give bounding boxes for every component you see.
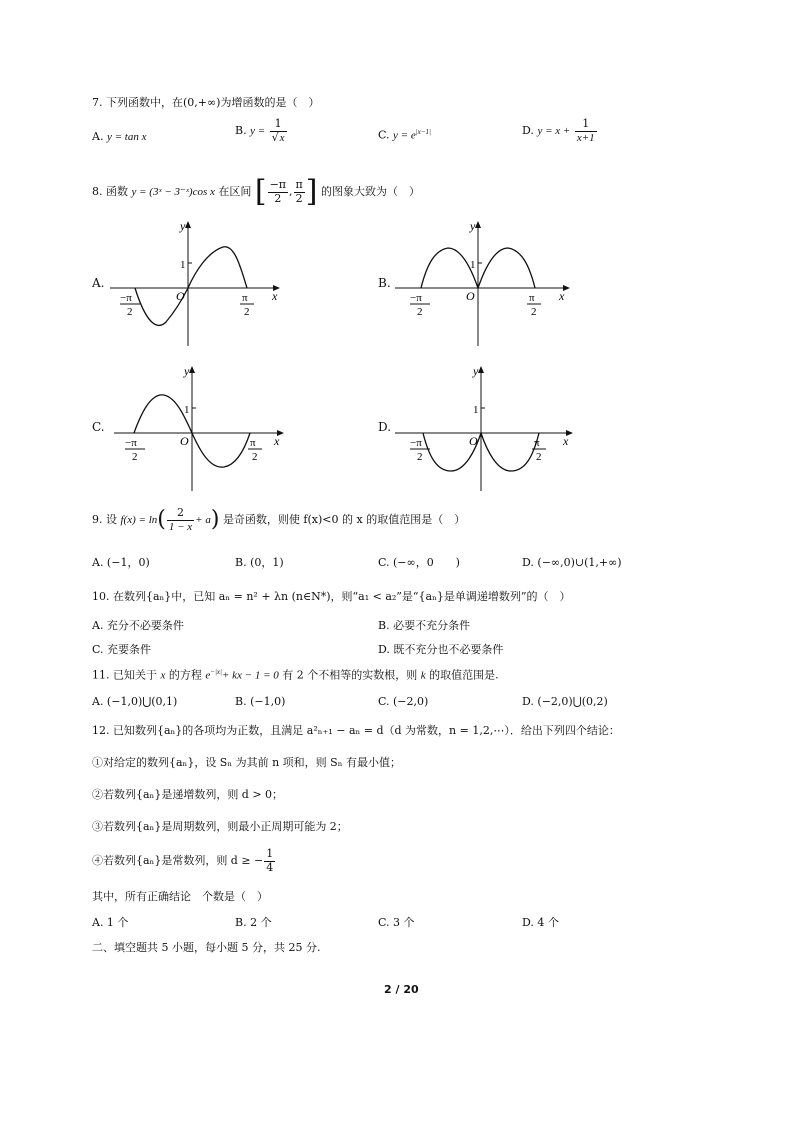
q11-option-b: B. (−1,0) bbox=[235, 695, 286, 708]
graph-a-y-label: y bbox=[180, 219, 186, 233]
graph-c bbox=[112, 359, 287, 494]
graph-a-label: A. bbox=[92, 276, 105, 290]
q10-option-d: D. 既不充分也不必要条件 bbox=[378, 643, 504, 656]
q7-option-b: B. y = $\frac{1}{√x}$ bbox=[235, 117, 285, 144]
graph-c-origin: O bbox=[180, 434, 189, 448]
q9-option-c: C. (−∞，0 ) bbox=[378, 556, 460, 569]
graph-a-x-label: x bbox=[272, 289, 278, 303]
q12-statement-1: ①对给定的数列{aₙ}，设 Sₙ 为其前 n 项和，则 Sₙ 有最小值； bbox=[92, 756, 401, 769]
graph-a-two: 2 bbox=[244, 306, 250, 318]
q12-option-b: B. 2 个 bbox=[235, 916, 272, 929]
graph-c-two: 2 bbox=[252, 451, 258, 463]
q7-stem: 7. 下列函数中，在(0,+∞)为增函数的是（ ） bbox=[92, 96, 320, 109]
sqrt-symbol: √ bbox=[271, 130, 279, 144]
graph-b-neg-two: 2 bbox=[417, 306, 423, 318]
q7-option-d: D. y = x + $\frac{1}{x+1}$ bbox=[522, 117, 595, 144]
graph-c-y-label: y bbox=[184, 364, 190, 378]
graph-d-x-label: x bbox=[563, 434, 569, 448]
graph-a-origin: O bbox=[176, 289, 185, 303]
section-heading: 二、填空题共 5 小题，每小题 5 分，共 25 分. bbox=[92, 941, 321, 954]
graph-a-neg-two: 2 bbox=[127, 306, 133, 318]
graph-a-one: 1 bbox=[180, 259, 186, 271]
q12-tail: 其中，所有正确结论 个数是（ ） bbox=[92, 890, 268, 903]
q10-stem: 10. 在数列{aₙ}中，已知 aₙ = n² + λn (n∈N*)，则“a₁ < a₂”是“{aₙ}是单调递增数列”的（ ） bbox=[92, 590, 571, 603]
q7-d-fraction: $\frac{1}{x+1}$ bbox=[576, 117, 595, 144]
q9-option-b: B. (0，1) bbox=[235, 556, 284, 569]
graph-a-pi: π bbox=[242, 292, 248, 304]
q7-a-expr: y = tan x bbox=[106, 131, 147, 143]
q9-option-d: D. (−∞,0)∪(1,+∞) bbox=[522, 556, 622, 569]
graph-b-two: 2 bbox=[531, 306, 537, 318]
graph-d-label: D. bbox=[378, 420, 392, 434]
graph-d-pi: π bbox=[534, 437, 540, 449]
graph-b-one: 1 bbox=[470, 259, 476, 271]
graph-b-y-label: y bbox=[470, 219, 476, 233]
graph-c-one: 1 bbox=[184, 404, 190, 416]
q9-option-a: A. (−1，0) bbox=[92, 556, 150, 569]
q12-option-d: D. 4 个 bbox=[522, 916, 559, 929]
graph-b-label: B. bbox=[378, 276, 391, 290]
q7-option-c: C. $y = e^{|x-1|}$ bbox=[378, 128, 431, 142]
graph-d-y-label: y bbox=[473, 364, 479, 378]
q8-stem: 8. 函数 y = (3ˣ − 3⁻ˣ)cos x 在区间 [ $\frac{-\pi}{2}$ , $\frac{\pi}{2}$ ] 的图象大致为（ ） bbox=[92, 174, 420, 209]
q10-option-a: A. 充分不必要条件 bbox=[92, 619, 184, 632]
q10-option-c: C. 充要条件 bbox=[92, 643, 152, 656]
graph-a-neg-pi: −π bbox=[120, 292, 132, 304]
q12-stem: 12. 已知数列{aₙ}的各项均为正数，且满足 a²ₙ₊₁ − aₙ = d（d 为常数，n = 1,2,⋯）．给出下列四个结论： bbox=[92, 724, 620, 737]
graph-a bbox=[108, 214, 283, 349]
q9-stem: 9. 设 f(x) = ln( $\frac{2}{1 - x}$ + a) 是奇函数，则使 f(x)<0 的 x 的取值范围是（ ） bbox=[92, 506, 466, 533]
graph-b-x-label: x bbox=[559, 289, 565, 303]
q8-function: y = (3ˣ − 3⁻ˣ)cos x bbox=[131, 186, 215, 198]
q11-option-c: C. (−2,0) bbox=[378, 695, 429, 708]
q11-stem: 11. 已知关于 x 的方程 $e^{-|x|}+$ kx − 1 = 0 有 2 个不相等的实数根，则 k 的取值范围是. bbox=[92, 668, 499, 682]
graph-b-pi: π bbox=[529, 292, 535, 304]
q12-statement-2: ②若数列{aₙ}是递增数列，则 d > 0； bbox=[92, 788, 284, 801]
q12-option-c: C. 3 个 bbox=[378, 916, 415, 929]
graph-c-label: C. bbox=[92, 420, 105, 434]
graph-c-pi: π bbox=[250, 437, 256, 449]
q12-statement-4: ④若数列{aₙ}是常数列，则 d ≥ − $\frac{1}{4}$ bbox=[92, 847, 274, 874]
graph-c-x-label: x bbox=[274, 434, 280, 448]
graph-b-neg-pi: −π bbox=[410, 292, 422, 304]
graph-c-neg-two: 2 bbox=[132, 451, 138, 463]
q10-option-b: B. 必要不充分条件 bbox=[378, 619, 471, 632]
page-number: 2 / 20 bbox=[384, 983, 419, 996]
q7-b-fraction: $\frac{1}{√x}$ bbox=[271, 117, 285, 144]
graph-d-neg-two: 2 bbox=[417, 451, 423, 463]
graph-d bbox=[393, 359, 578, 494]
q11-option-a: A. (−1,0)⋃(0,1) bbox=[92, 695, 178, 708]
q11-option-d: D. (−2,0)⋃(0,2) bbox=[522, 695, 608, 708]
q7-option-a: A. y = tan x bbox=[92, 130, 147, 143]
graph-b bbox=[393, 214, 573, 349]
graph-d-one: 1 bbox=[473, 404, 479, 416]
graph-d-two: 2 bbox=[536, 451, 542, 463]
graph-c-neg-pi: −π bbox=[125, 437, 137, 449]
graph-d-neg-pi: −π bbox=[410, 437, 422, 449]
q12-option-a: A. 1 个 bbox=[92, 916, 129, 929]
q12-statement-3: ③若数列{aₙ}是周期数列，则最小正周期可能为 2； bbox=[92, 820, 348, 833]
graph-b-origin: O bbox=[466, 289, 475, 303]
graph-d-origin: O bbox=[469, 434, 478, 448]
